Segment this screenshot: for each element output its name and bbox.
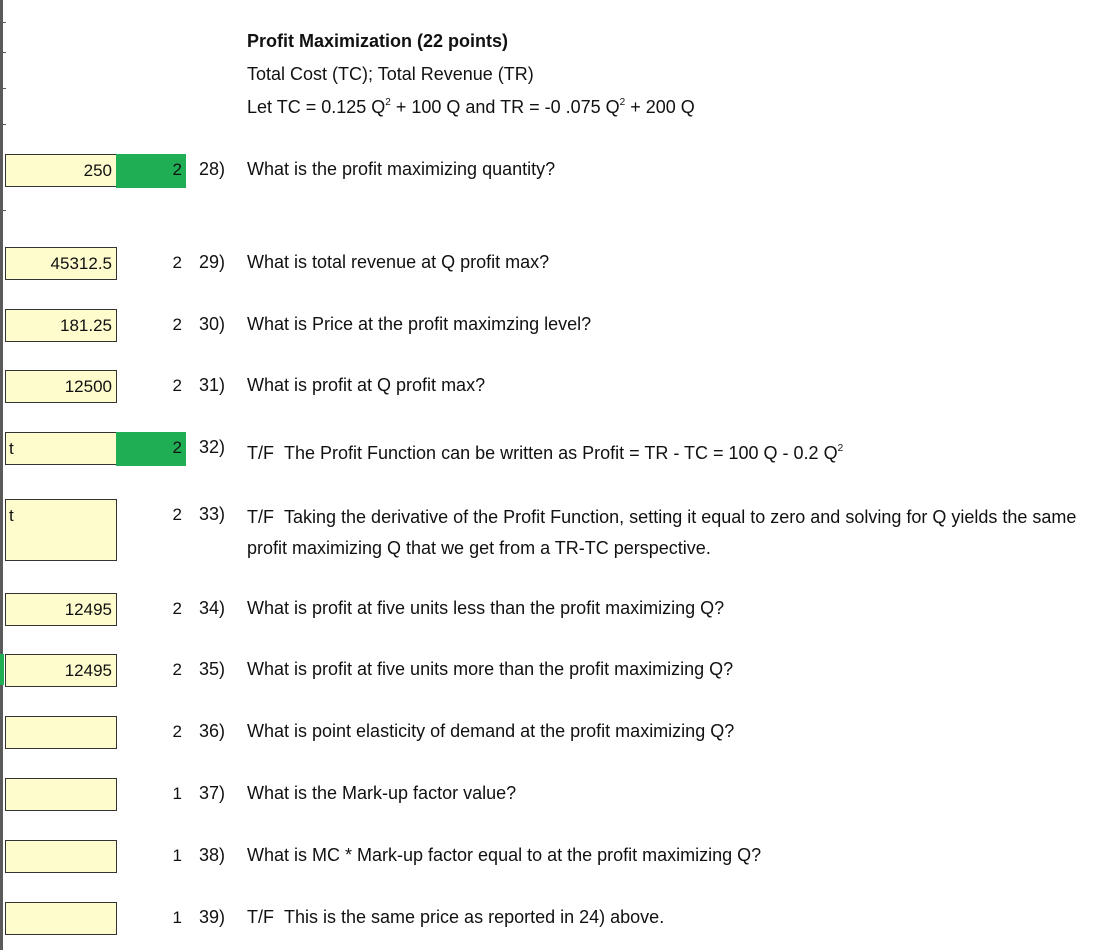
exponent: 2 xyxy=(837,443,844,454)
question-number: 30) xyxy=(199,314,226,334)
section-subtitle: Total Cost (TC); Total Revenue (TR) xyxy=(247,64,534,84)
points-value: 1 xyxy=(172,846,182,865)
worksheet-header xyxy=(247,28,695,127)
answer-cell[interactable] xyxy=(5,716,117,749)
points-value: 2 xyxy=(172,660,182,679)
true-false-label: T/F xyxy=(247,443,274,463)
answer-cell[interactable]: t xyxy=(5,432,117,465)
answer-cell[interactable]: 12500 xyxy=(5,370,117,403)
question-number: 35) xyxy=(199,659,226,679)
question-number: 29) xyxy=(199,252,226,272)
true-false-label: T/F xyxy=(247,507,274,527)
question-number: 31) xyxy=(199,375,226,395)
equation-tc: Let TC = 0.125 Q xyxy=(247,97,386,117)
question-text: What is point elasticity of demand at the profit maximizing Q? xyxy=(247,721,735,741)
row-divider xyxy=(0,124,6,125)
points-value: 2 xyxy=(172,315,182,334)
points-value: 2 xyxy=(172,160,182,179)
question-text xyxy=(247,438,843,469)
points-value: 2 xyxy=(172,722,182,741)
answer-cell[interactable]: t xyxy=(5,499,117,561)
points-value: 2 xyxy=(172,505,182,524)
row-divider xyxy=(0,52,6,53)
equation-tr-tail: + 200 Q xyxy=(625,97,695,117)
question-number: 32) xyxy=(199,437,226,457)
question-text: What is profit at five units less than the profit maximizing Q? xyxy=(247,598,725,618)
question-number: 37) xyxy=(199,783,226,803)
answer-cell[interactable]: 12495 xyxy=(5,654,117,687)
question-text: What is the profit maximizing quantity? xyxy=(247,159,556,179)
true-false-label: T/F xyxy=(247,907,274,927)
points-value: 1 xyxy=(172,908,182,927)
question-text: What is profit at Q profit max? xyxy=(247,375,486,395)
answer-cell[interactable]: 181.25 xyxy=(5,309,117,342)
answer-cell[interactable]: 45312.5 xyxy=(5,247,117,280)
equation-tr: + 100 Q and TR = -0 .075 Q xyxy=(390,97,620,117)
section-title: Profit Maximization (22 points) xyxy=(247,31,509,51)
answer-cell[interactable]: 12495 xyxy=(5,593,117,626)
question-text: What is profit at five units more than the profit maximizing Q? xyxy=(247,659,734,679)
question-text: What is Price at the profit maximzing level? xyxy=(247,314,592,334)
row-divider xyxy=(0,22,6,23)
answer-cell[interactable]: 250 xyxy=(5,154,117,187)
answer-cell[interactable] xyxy=(5,840,117,873)
exponent: 2 xyxy=(385,97,391,108)
answer-cell[interactable] xyxy=(5,778,117,811)
answer-cell[interactable] xyxy=(5,902,117,935)
points-value: 2 xyxy=(172,438,182,457)
cost-revenue-equation xyxy=(247,94,695,127)
points-value: 2 xyxy=(172,376,182,395)
row-divider xyxy=(0,88,6,89)
points-value: 2 xyxy=(172,253,182,272)
question-text: What is the Mark-up factor value? xyxy=(247,783,517,803)
question-text xyxy=(247,502,1097,564)
row-selection-marker xyxy=(0,654,4,685)
row-divider xyxy=(0,210,6,211)
question-text xyxy=(247,902,664,933)
question-body: Taking the derivative of the Profit Function, setting it equal to zero and solving for Q yields the same profit maximizing Q that we get from a TR-TC perspective. xyxy=(247,507,1077,558)
sheet-left-edge xyxy=(0,0,3,950)
question-number: 28) xyxy=(199,159,226,179)
question-number: 38) xyxy=(199,845,226,865)
question-body: The Profit Function can be written as Profit = TR - TC = 100 Q - 0.2 Q xyxy=(284,443,838,463)
question-number: 39) xyxy=(199,907,226,927)
exponent: 2 xyxy=(619,97,626,108)
question-number: 34) xyxy=(199,598,226,618)
question-text: What is total revenue at Q profit max? xyxy=(247,252,550,272)
question-body: This is the same price as reported in 24) above. xyxy=(284,907,665,927)
question-number: 36) xyxy=(199,721,226,741)
points-value: 2 xyxy=(172,599,182,618)
points-value: 1 xyxy=(172,784,182,803)
question-number: 33) xyxy=(199,504,226,524)
question-text: What is MC * Mark-up factor equal to at the profit maximizing Q? xyxy=(247,845,762,865)
